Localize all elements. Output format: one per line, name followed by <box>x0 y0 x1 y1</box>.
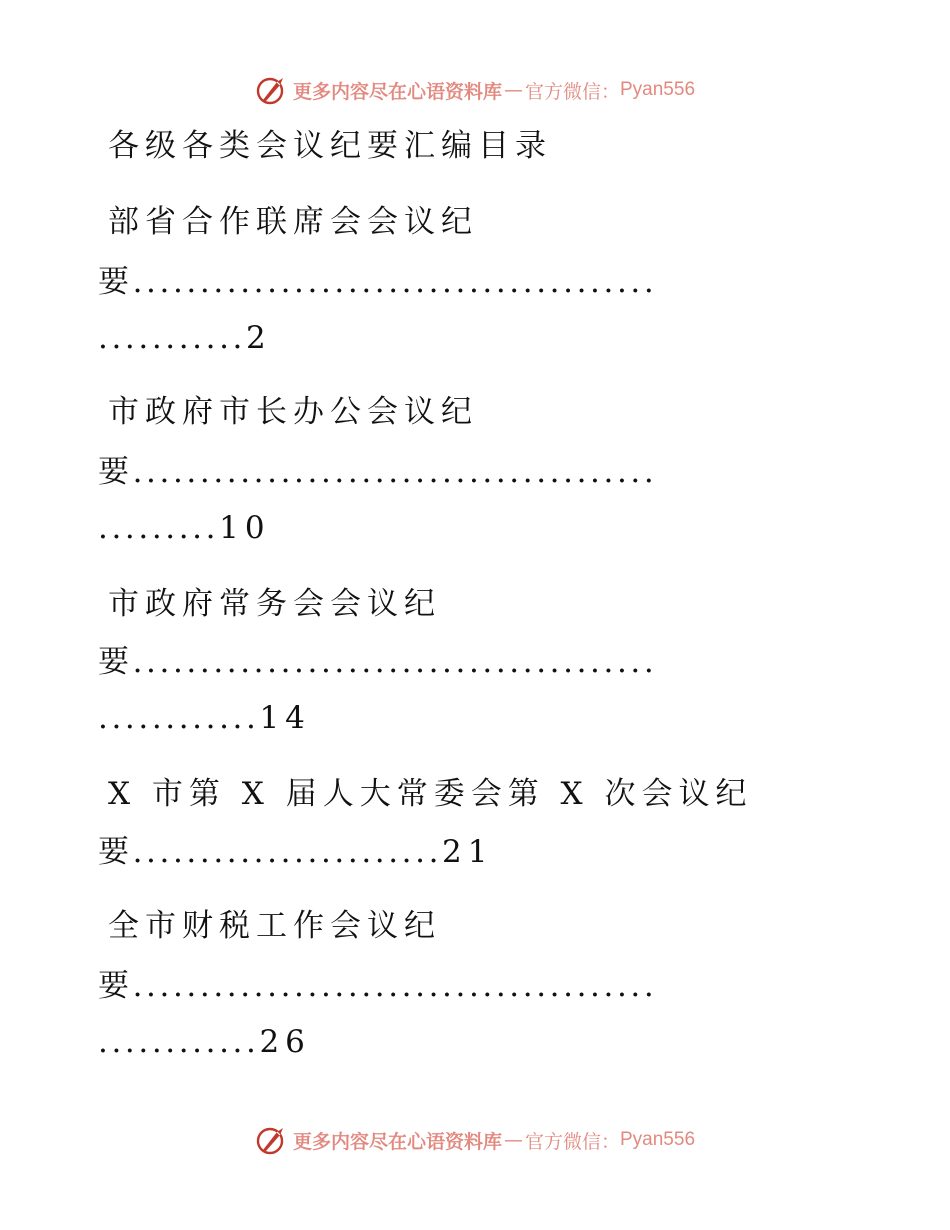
toc-entry-4-leader-page-line <box>98 832 494 872</box>
watermark-handle: Pyan556 <box>620 79 696 100</box>
watermark-handle: Pyan556 <box>620 1129 696 1150</box>
toc-entry-4-dots: 要....................... <box>98 834 443 870</box>
toc-entry-4-title: X 市第 X 届人大常委会第 X 次会议纪 <box>108 776 753 812</box>
toc-entry-5-dots: ............ <box>98 1024 260 1060</box>
watermark-banner-top <box>0 70 950 110</box>
toc-entry-1-page-line <box>98 318 272 358</box>
quill-pen-logo-icon <box>255 1123 289 1157</box>
watermark-separator: — <box>503 1129 523 1151</box>
toc-entry-3-title: 市政府常务会会议纪 <box>108 586 441 622</box>
watermark-text: 更多内容尽在心语资料库 <box>292 80 502 103</box>
watermark-wechat-label: 官方微信： <box>524 80 620 103</box>
toc-entry-3-leader: 要....................................... <box>98 644 658 680</box>
toc-entry-2-page-line <box>98 508 271 548</box>
quill-pen-logo-icon <box>255 73 289 107</box>
toc-entry-5-page: 26 <box>259 1024 311 1060</box>
toc-entry-5-title: 全市财税工作会议纪 <box>108 908 441 944</box>
toc-entry-3-page-line <box>98 698 311 738</box>
toc-entry-1-page: 2 <box>246 320 272 356</box>
document-title: 各级各类会议纪要汇编目录 <box>108 128 552 164</box>
toc-entry-1-title: 部省合作联席会会议纪 <box>108 204 478 240</box>
toc-entry-1-dots: ........... <box>98 320 246 356</box>
toc-entry-3-page: 14 <box>259 700 311 736</box>
toc-entry-5-leader: 要....................................... <box>98 968 658 1004</box>
toc-entry-2-title: 市政府市长办公会议纪 <box>108 394 478 430</box>
toc-entry-2-leader: 要....................................... <box>98 454 658 490</box>
toc-entry-1-leader: 要....................................... <box>98 264 658 300</box>
toc-entry-5-page-line <box>98 1022 311 1062</box>
toc-entry-2-page: 10 <box>219 510 271 546</box>
watermark-banner-bottom <box>0 1120 950 1160</box>
watermark-separator: — <box>503 79 523 101</box>
toc-entry-3-dots: ............ <box>98 700 260 736</box>
toc-entry-2-dots: ......... <box>98 510 220 546</box>
watermark-wechat-label: 官方微信： <box>524 1130 620 1153</box>
toc-entry-4-page: 21 <box>442 834 494 870</box>
watermark-text: 更多内容尽在心语资料库 <box>292 1130 502 1153</box>
